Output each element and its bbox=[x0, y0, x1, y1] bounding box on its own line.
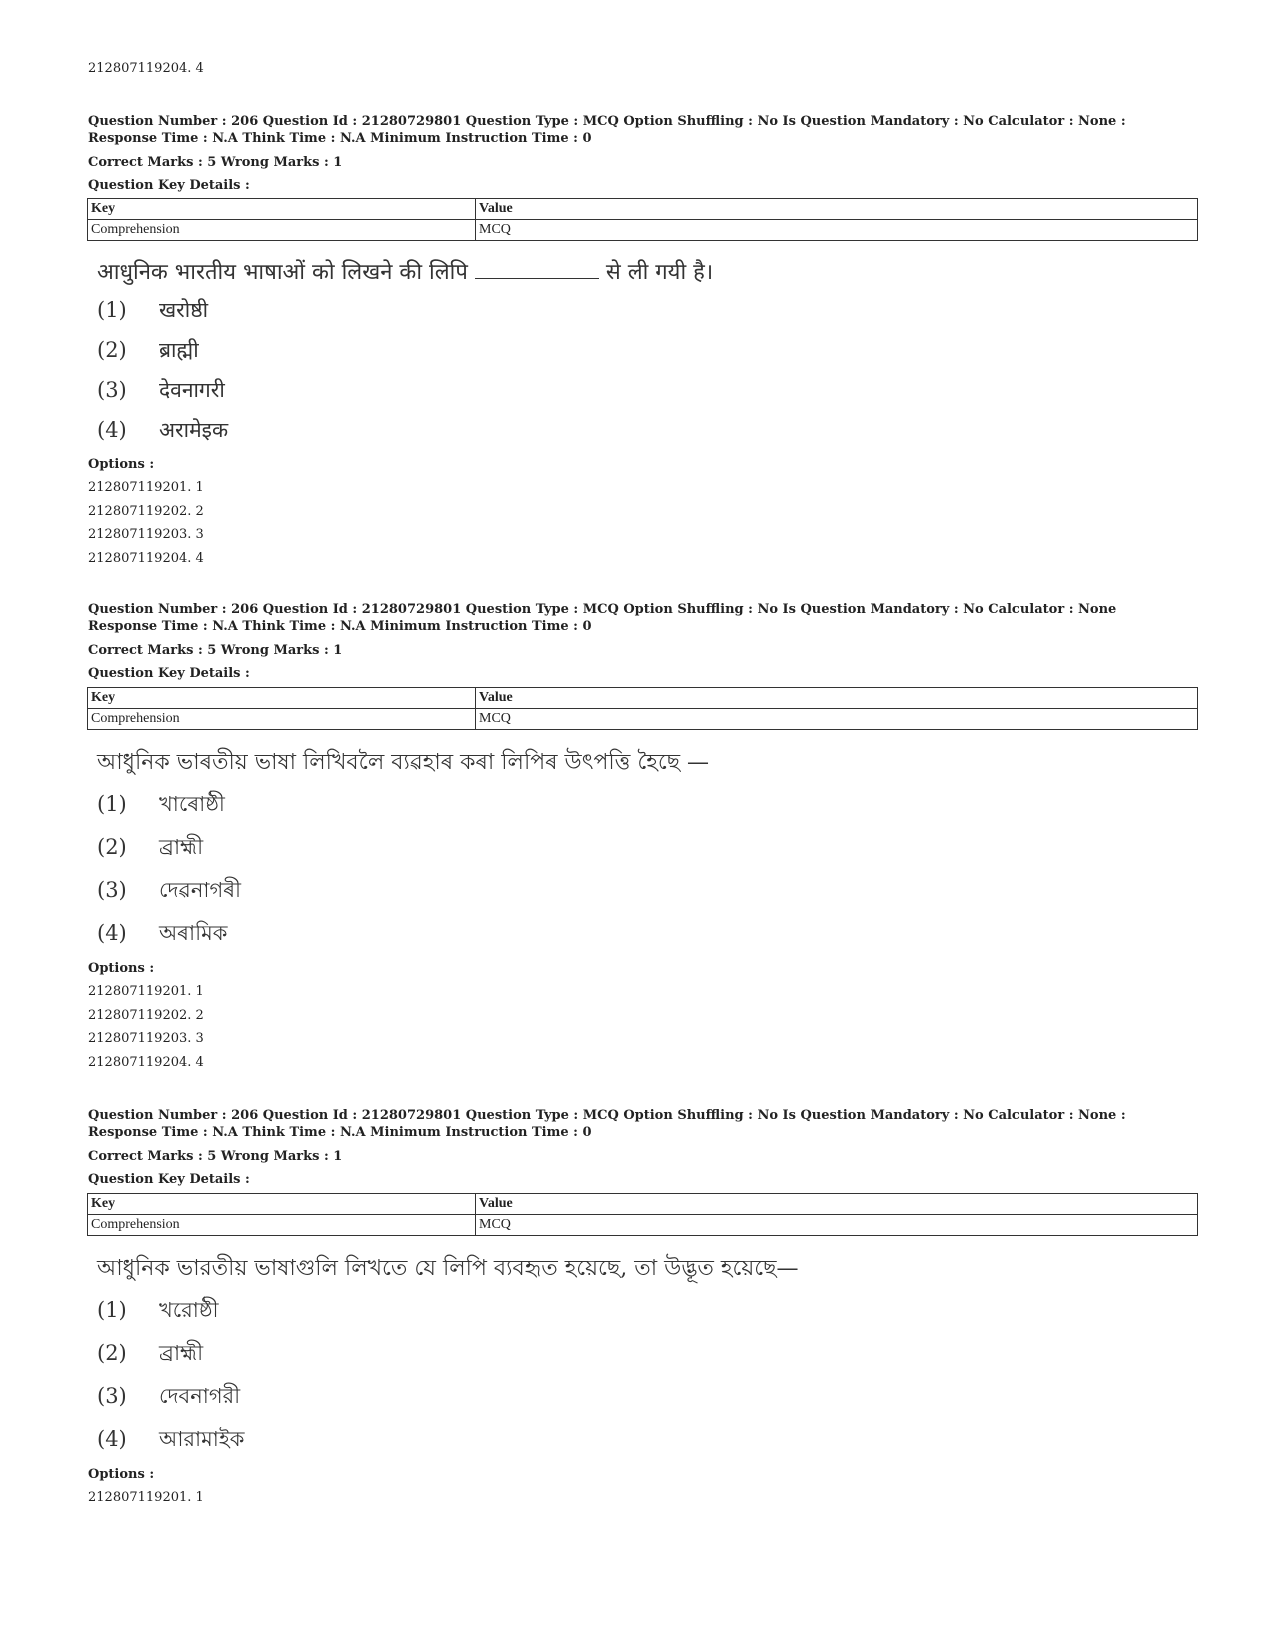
option-item-2 bbox=[97, 831, 203, 866]
option-number: (1) bbox=[97, 792, 127, 816]
question-text-start: आधुनिक भारतीय भाषाओं को लिखने की लिपि bbox=[97, 260, 468, 285]
table-cell-value: MCQ bbox=[476, 709, 1198, 730]
table-row bbox=[88, 1215, 1198, 1236]
table-cell-key: Comprehension bbox=[88, 220, 476, 241]
table-cell-value: MCQ bbox=[476, 1215, 1198, 1236]
question-key-table bbox=[87, 1193, 1198, 1236]
table-header-value: Value bbox=[476, 199, 1198, 220]
option-number: (3) bbox=[97, 878, 127, 902]
question-meta-line1: Question Number : 206 Question Id : 21280729801 Question Type : MCQ Option Shuffling : No Is Question Mandatory : No Calculator : None : bbox=[88, 114, 1126, 129]
question-meta-line1: Question Number : 206 Question Id : 21280729801 Question Type : MCQ Option Shuffling : No Is Question Mandatory : No Calculator : None : bbox=[88, 1108, 1126, 1123]
table-header-key: Key bbox=[88, 1194, 476, 1215]
option-text: দেবনাগরী bbox=[159, 1384, 241, 1408]
option-id-list bbox=[88, 476, 204, 570]
table-cell-key: Comprehension bbox=[88, 1215, 476, 1236]
question-meta-line2: Response Time : N.A Think Time : N.A Minimum Instruction Time : 0 bbox=[88, 619, 592, 634]
option-number: (4) bbox=[97, 1427, 127, 1451]
option-id: 212807119202. 2 bbox=[88, 503, 204, 519]
option-number: (2) bbox=[97, 338, 127, 362]
option-number: (1) bbox=[97, 1298, 127, 1322]
option-text: ব্রাহ্মী bbox=[159, 835, 204, 859]
table-cell-key: Comprehension bbox=[88, 709, 476, 730]
question-meta-line2: Response Time : N.A Think Time : N.A Minimum Instruction Time : 0 bbox=[88, 1125, 592, 1140]
option-id: 212807119202. 2 bbox=[88, 1007, 204, 1023]
option-number: (2) bbox=[97, 835, 127, 859]
marks-line: Correct Marks : 5 Wrong Marks : 1 bbox=[88, 155, 343, 170]
option-id: 212807119203. 3 bbox=[88, 527, 204, 542]
option-item-3 bbox=[97, 376, 225, 404]
marks-line: Correct Marks : 5 Wrong Marks : 1 bbox=[88, 643, 343, 658]
option-id: 212807119204. 4 bbox=[88, 550, 204, 566]
option-text: खरोष्ठी bbox=[159, 298, 209, 322]
question-meta-line1: Question Number : 206 Question Id : 21280729801 Question Type : MCQ Option Shuffling : No Is Question Mandatory : No Calculator : None bbox=[88, 602, 1117, 617]
option-text: देवनागरी bbox=[159, 378, 225, 402]
option-id: 212807119201. 1 bbox=[88, 1490, 204, 1505]
table-header-row bbox=[88, 688, 1198, 709]
option-number: (3) bbox=[97, 1384, 127, 1408]
option-text: ब्राह्मी bbox=[159, 338, 199, 362]
option-id: 212807119204. 4 bbox=[88, 1054, 204, 1070]
option-text: খাৰোষ্ঠী bbox=[159, 792, 225, 816]
option-id: 212807119201. 1 bbox=[88, 984, 204, 999]
option-text: अरामेइक bbox=[159, 418, 229, 442]
option-item-4 bbox=[97, 917, 227, 952]
option-item-1 bbox=[97, 296, 208, 324]
option-text: আরামাইক bbox=[159, 1427, 245, 1451]
header-option-id: 212807119204. 4 bbox=[88, 61, 204, 76]
table-row bbox=[88, 709, 1198, 730]
option-text: দেৱনাগৰী bbox=[159, 878, 242, 902]
key-details-label: Question Key Details : bbox=[88, 666, 250, 681]
option-number: (1) bbox=[97, 298, 127, 322]
table-header-key: Key bbox=[88, 199, 476, 220]
option-number: (3) bbox=[97, 378, 127, 402]
question-text bbox=[97, 256, 713, 286]
option-id-list bbox=[88, 1486, 204, 1510]
question-text: আধুনিক ভারতীয় ভাষাগুলি লিখতে যে লিপি ব্যবহৃত হয়েছে, তা উদ্ভূত হয়েছে— bbox=[97, 1256, 799, 1281]
option-id: 212807119201. 1 bbox=[88, 480, 204, 495]
table-header-value: Value bbox=[476, 688, 1198, 709]
option-id: 212807119203. 3 bbox=[88, 1031, 204, 1046]
table-cell-value: MCQ bbox=[476, 220, 1198, 241]
question-text: আধুনিক ভাৰতীয় ভাষা লিখিবলৈ ব্যৱহাৰ কৰা লিপিৰ উৎপত্তি হৈছে — bbox=[97, 750, 710, 775]
option-text: খরোষ্ঠী bbox=[159, 1298, 219, 1322]
table-header-row bbox=[88, 1194, 1198, 1215]
option-item-3 bbox=[97, 1380, 240, 1415]
options-label: Options : bbox=[88, 961, 155, 976]
option-item-4 bbox=[97, 1423, 245, 1458]
question-key-table bbox=[87, 198, 1198, 241]
option-item-4 bbox=[97, 416, 228, 444]
option-text: ব্রাহ্মী bbox=[159, 1341, 204, 1365]
answer-blank bbox=[475, 260, 599, 279]
option-item-1 bbox=[97, 1294, 219, 1329]
marks-line: Correct Marks : 5 Wrong Marks : 1 bbox=[88, 1149, 343, 1164]
question-key-table bbox=[87, 687, 1198, 730]
option-item-3 bbox=[97, 874, 241, 909]
option-number: (2) bbox=[97, 1341, 127, 1365]
options-label: Options : bbox=[88, 1467, 155, 1482]
question-meta-line2: Response Time : N.A Think Time : N.A Minimum Instruction Time : 0 bbox=[88, 131, 592, 146]
table-header-row bbox=[88, 199, 1198, 220]
key-details-label: Question Key Details : bbox=[88, 1172, 250, 1187]
option-item-2 bbox=[97, 336, 199, 364]
option-number: (4) bbox=[97, 921, 127, 945]
table-row bbox=[88, 220, 1198, 241]
option-item-2 bbox=[97, 1337, 203, 1372]
option-id-list bbox=[88, 980, 204, 1074]
table-header-value: Value bbox=[476, 1194, 1198, 1215]
options-label: Options : bbox=[88, 457, 155, 472]
key-details-label: Question Key Details : bbox=[88, 178, 250, 193]
table-header-key: Key bbox=[88, 688, 476, 709]
option-item-1 bbox=[97, 788, 225, 823]
question-text-end: से ली गयी है। bbox=[605, 260, 714, 285]
option-text: অৰামিক bbox=[159, 921, 228, 945]
option-number: (4) bbox=[97, 418, 127, 442]
